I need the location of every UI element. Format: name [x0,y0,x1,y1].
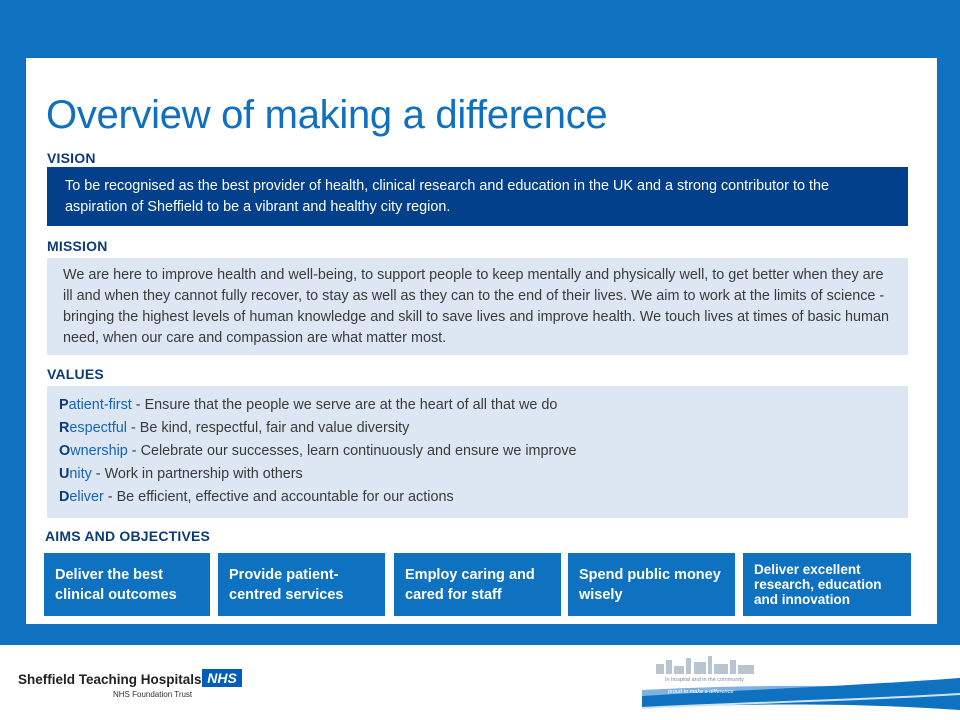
org-subtitle: NHS Foundation Trust [113,690,193,699]
value-description: - Be efficient, effective and accountable for our actions [103,489,454,505]
value-heading [59,420,127,436]
vision-box [47,167,908,226]
vision-text: To be recognised as the best provider of health, clinical research and education in the UK and a strong contributor to the aspiration of Sheffield to be a vibrant and healthy city region. [65,178,829,215]
value-heading-rest: wnership [70,443,128,459]
value-row-unity [59,463,896,486]
mission-text: We are here to improve health and well-being, to support people to keep mentally and physically well, to get better when they are ill and when they cannot fully recover, to stay as well as they can to the end of their lives. We aim to work at the limits of science - bringing the highest levels of human knowledge and skill to save lives and improve health. We touch lives at times of basic human need, when our care and compassion are what matter most. [63,267,890,346]
value-initial: P [59,397,69,413]
aim-text: Spend public money wisely [579,566,721,603]
value-initial: O [59,443,71,459]
aim-text: Deliver excellent research, education and innovation [754,562,882,607]
value-description: - Celebrate our successes, learn continuously and ensure we improve [127,443,577,459]
value-heading-rest: nity [69,466,92,482]
value-row-deliver [59,486,896,509]
nhs-logo: NHS [202,669,242,687]
value-heading [59,489,104,505]
value-initial: U [59,466,70,482]
value-heading-rest: atient-first [68,397,132,413]
mission-box [47,258,908,355]
value-row-patient-first [59,394,896,417]
aim-card-research [743,553,911,616]
value-heading-rest: espectful [69,420,128,436]
value-initial: D [59,489,70,505]
aims-label: AIMS AND OBJECTIVES [45,528,211,544]
values-box [47,386,908,518]
value-description: - Ensure that the people we serve are at the heart of all that we do [131,397,558,413]
mission-label: MISSION [47,238,108,254]
aim-text: Provide patient-centred services [229,566,344,603]
aim-text: Deliver the best clinical outcomes [55,566,177,603]
org-name: Sheffield Teaching Hospitals [18,672,202,687]
skyline-icon [656,656,754,674]
value-description: - Work in partnership with others [91,466,303,482]
value-description: - Be kind, respectful, fair and value diversity [127,420,410,436]
aim-text: Employ caring and cared for staff [405,566,535,603]
value-heading [59,397,132,413]
value-row-ownership [59,440,896,463]
vision-label: VISION [47,150,96,166]
aim-card-clinical-outcomes [44,553,210,616]
value-heading [59,466,92,482]
community-skyline-graphic [642,650,960,720]
aim-card-public-money [568,553,735,616]
aims-row [44,553,911,616]
values-label: VALUES [47,366,104,382]
value-row-respectful [59,417,896,440]
value-heading [59,443,128,459]
value-initial: R [59,420,70,436]
tagline-bottom: proud to make a difference [668,689,734,695]
aim-card-patient-centred [218,553,385,616]
tagline-top: In hospital and in the community [665,677,744,683]
slide-title: Overview of making a difference [46,93,608,137]
value-heading-rest: eliver [69,489,104,505]
aim-card-staff [394,553,561,616]
